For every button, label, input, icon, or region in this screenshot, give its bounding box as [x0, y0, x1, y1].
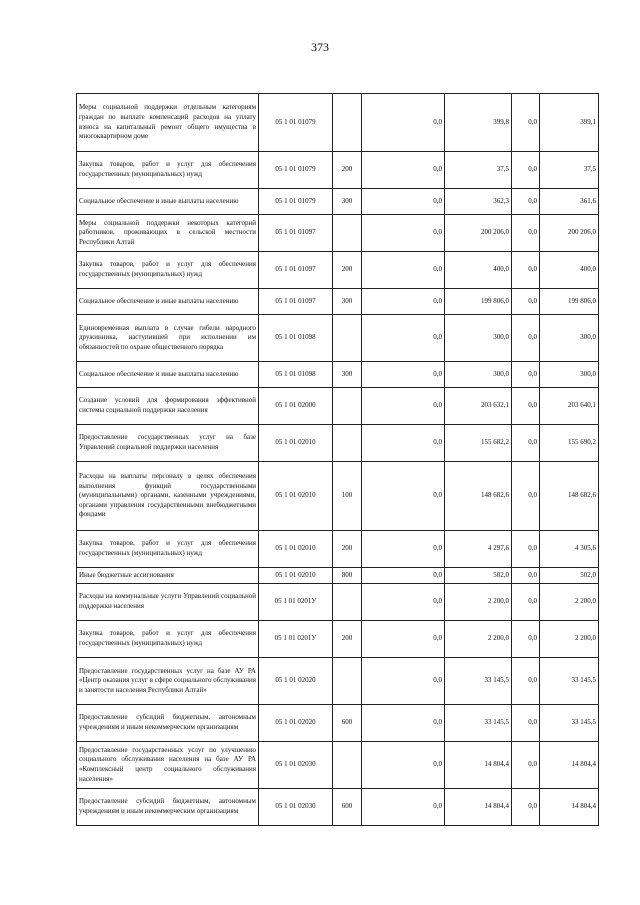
- row-value-1: 0,0: [362, 362, 445, 388]
- table-row: [77, 289, 599, 315]
- row-expense-type: [333, 658, 362, 705]
- row-value-1: 0,0: [362, 621, 445, 658]
- row-value-2: 200 206,0: [445, 215, 512, 252]
- row-name: Закупка товаров, работ и услуг для обеспечения государственных (муниципальных) нужд: [77, 621, 259, 658]
- row-name: Социальное обеспечение и иные выплаты населению: [77, 362, 259, 388]
- table-row: [77, 252, 599, 289]
- row-code: 05 1 01 02010: [259, 462, 333, 531]
- table-row: [77, 531, 599, 568]
- row-value-1: 0,0: [362, 568, 445, 584]
- row-value-1: 0,0: [362, 462, 445, 531]
- row-name: Закупка товаров, работ и услуг для обеспечения государственных (муниципальных) нужд: [77, 531, 259, 568]
- row-code: 05 1 01 01097: [259, 289, 333, 315]
- row-expense-type: [333, 742, 362, 789]
- row-name: Закупка товаров, работ и услуг для обеспечения государственных (муниципальных) нужд: [77, 152, 259, 189]
- row-code: 05 1 01 02010: [259, 425, 333, 462]
- row-expense-type: 300: [333, 189, 362, 215]
- row-expense-type: [333, 584, 362, 621]
- row-value-1: 0,0: [362, 94, 445, 152]
- row-value-3: 0,0: [512, 289, 540, 315]
- row-value-4: 14 804,4: [540, 742, 599, 789]
- row-value-3: 0,0: [512, 152, 540, 189]
- table-row: [77, 742, 599, 789]
- row-value-2: 155 682,2: [445, 425, 512, 462]
- row-code: 05 1 01 01079: [259, 189, 333, 215]
- row-value-1: 0,0: [362, 742, 445, 789]
- row-value-4: 2 200,0: [540, 584, 599, 621]
- row-name: Единовременная выплата в случае гибели народного дружинника, наступившей при исполнении им обязанностей по охране общественного порядка: [77, 315, 259, 362]
- table-row: [77, 94, 599, 152]
- row-value-4: 155 690,2: [540, 425, 599, 462]
- row-name: Закупка товаров, работ и услуг для обеспечения государственных (муниципальных) нужд: [77, 252, 259, 289]
- row-expense-type: 100: [333, 462, 362, 531]
- row-value-2: 300,0: [445, 315, 512, 362]
- row-value-2: 203 632,1: [445, 388, 512, 425]
- row-value-2: 14 804,4: [445, 789, 512, 826]
- table-row: [77, 152, 599, 189]
- table-row: [77, 362, 599, 388]
- row-value-2: 14 804,4: [445, 742, 512, 789]
- row-name: Социальное обеспечение и иные выплаты населению: [77, 189, 259, 215]
- row-code: 05 1 01 01097: [259, 215, 333, 252]
- row-code: 05 1 01 02020: [259, 705, 333, 742]
- row-name: Меры социальной поддержки отдельным категориям граждан по выплате компенсаций расходов на уплату взноса на капитальный ремонт общего имущества в многоквартирном доме: [77, 94, 259, 152]
- row-code: 05 1 01 02010: [259, 568, 333, 584]
- row-value-2: 400,0: [445, 252, 512, 289]
- row-name: Предоставление государственных услуг на базе АУ РА «Центр оказания услуг в сфере социального обслуживания и занятости населения Республики Алтай»: [77, 658, 259, 705]
- table-row: [77, 568, 599, 584]
- row-value-1: 0,0: [362, 789, 445, 826]
- row-code: 05 1 01 02000: [259, 388, 333, 425]
- row-value-1: 0,0: [362, 584, 445, 621]
- row-value-2: 33 145,5: [445, 705, 512, 742]
- row-value-2: 199 806,0: [445, 289, 512, 315]
- row-value-3: 0,0: [512, 658, 540, 705]
- row-value-4: 203 640,1: [540, 388, 599, 425]
- row-value-4: 33 145,5: [540, 658, 599, 705]
- row-code: 05 1 01 02020: [259, 658, 333, 705]
- row-code: 05 1 01 0201У: [259, 621, 333, 658]
- row-expense-type: 300: [333, 289, 362, 315]
- row-value-1: 0,0: [362, 658, 445, 705]
- row-value-2: 2 200,0: [445, 584, 512, 621]
- row-value-3: 0,0: [512, 362, 540, 388]
- row-value-4: 199 806,0: [540, 289, 599, 315]
- row-value-3: 0,0: [512, 531, 540, 568]
- row-expense-type: [333, 315, 362, 362]
- row-value-4: 4 305,6: [540, 531, 599, 568]
- row-value-4: 502,0: [540, 568, 599, 584]
- table-row: [77, 621, 599, 658]
- row-value-4: 399,1: [540, 94, 599, 152]
- row-expense-type: [333, 388, 362, 425]
- row-value-4: 2 200,0: [540, 621, 599, 658]
- row-value-4: 14 804,4: [540, 789, 599, 826]
- row-value-1: 0,0: [362, 252, 445, 289]
- row-name: Расходы на коммунальные услуги Управлений социальной поддержки населения: [77, 584, 259, 621]
- row-value-3: 0,0: [512, 94, 540, 152]
- table-row: [77, 705, 599, 742]
- row-name: Иные бюджетные ассигнования: [77, 568, 259, 584]
- row-expense-type: [333, 94, 362, 152]
- row-value-3: 0,0: [512, 584, 540, 621]
- table-row: [77, 789, 599, 826]
- row-value-3: 0,0: [512, 742, 540, 789]
- row-value-4: 148 682,6: [540, 462, 599, 531]
- row-expense-type: [333, 215, 362, 252]
- row-expense-type: 200: [333, 531, 362, 568]
- row-expense-type: 800: [333, 568, 362, 584]
- row-value-3: 0,0: [512, 789, 540, 826]
- row-expense-type: 600: [333, 789, 362, 826]
- row-expense-type: 200: [333, 152, 362, 189]
- row-code: 05 1 01 02030: [259, 789, 333, 826]
- row-code: 05 1 01 01098: [259, 315, 333, 362]
- row-value-1: 0,0: [362, 315, 445, 362]
- row-value-3: 0,0: [512, 568, 540, 584]
- row-value-1: 0,0: [362, 215, 445, 252]
- row-expense-type: 300: [333, 362, 362, 388]
- row-value-3: 0,0: [512, 252, 540, 289]
- row-value-3: 0,0: [512, 215, 540, 252]
- row-value-3: 0,0: [512, 189, 540, 215]
- row-code: 05 1 01 0201У: [259, 584, 333, 621]
- row-value-3: 0,0: [512, 315, 540, 362]
- row-value-3: 0,0: [512, 705, 540, 742]
- table-row: [77, 315, 599, 362]
- row-name: Социальное обеспечение и иные выплаты населению: [77, 289, 259, 315]
- row-value-2: 37,5: [445, 152, 512, 189]
- row-value-1: 0,0: [362, 189, 445, 215]
- row-value-2: 300,0: [445, 362, 512, 388]
- row-value-1: 0,0: [362, 531, 445, 568]
- row-value-4: 300,0: [540, 315, 599, 362]
- row-value-2: 33 145,5: [445, 658, 512, 705]
- row-value-1: 0,0: [362, 705, 445, 742]
- row-value-1: 0,0: [362, 152, 445, 189]
- row-value-2: 148 682,6: [445, 462, 512, 531]
- row-name: Предоставление государственных услуг на базе Управлений социальной поддержки населения: [77, 425, 259, 462]
- row-value-4: 300,0: [540, 362, 599, 388]
- row-code: 05 1 01 01098: [259, 362, 333, 388]
- row-value-4: 37,5: [540, 152, 599, 189]
- row-code: 05 1 01 02030: [259, 742, 333, 789]
- row-value-3: 0,0: [512, 621, 540, 658]
- row-value-1: 0,0: [362, 388, 445, 425]
- page-number: 373: [311, 40, 329, 54]
- table-row: [77, 462, 599, 531]
- row-value-4: 33 145,5: [540, 705, 599, 742]
- row-value-1: 0,0: [362, 425, 445, 462]
- row-expense-type: [333, 425, 362, 462]
- row-name: Создание условий для формирования эффективной системы социальной поддержки населения: [77, 388, 259, 425]
- row-name: Предоставление субсидий бюджетным, автономным учреждениям и иным некоммерческим организациям: [77, 705, 259, 742]
- row-value-2: 362,3: [445, 189, 512, 215]
- row-name: Расходы на выплаты персоналу в целях обеспечения выполнения функций государственными (муниципальными) органами, казенными учреждениями, органами управления государственными внебюджетными фондами: [77, 462, 259, 531]
- row-expense-type: 200: [333, 621, 362, 658]
- row-value-3: 0,0: [512, 388, 540, 425]
- row-code: 05 1 01 01097: [259, 252, 333, 289]
- row-value-2: 399,8: [445, 94, 512, 152]
- row-name: Предоставление субсидий бюджетным, автономным учреждениям и иным некоммерческим организациям: [77, 789, 259, 826]
- row-value-1: 0,0: [362, 289, 445, 315]
- table-row: [77, 189, 599, 215]
- row-value-3: 0,0: [512, 462, 540, 531]
- row-expense-type: 600: [333, 705, 362, 742]
- table-row: [77, 388, 599, 425]
- row-value-2: 2 200,0: [445, 621, 512, 658]
- row-code: 05 1 01 02010: [259, 531, 333, 568]
- row-name: Меры социальной поддержки некоторых категорий работников, проживающих в сельской местности Республики Алтай: [77, 215, 259, 252]
- row-value-3: 0,0: [512, 425, 540, 462]
- row-value-2: 502,0: [445, 568, 512, 584]
- row-value-4: 361,6: [540, 189, 599, 215]
- table-row: [77, 425, 599, 462]
- row-value-4: 400,0: [540, 252, 599, 289]
- row-value-4: 200 206,0: [540, 215, 599, 252]
- row-value-2: 4 297,6: [445, 531, 512, 568]
- table-row: [77, 658, 599, 705]
- row-code: 05 1 01 01079: [259, 94, 333, 152]
- budget-table: [76, 93, 599, 826]
- row-code: 05 1 01 01079: [259, 152, 333, 189]
- row-name: Предоставление государственных услуг по улучшению социального обслуживания населения на базе АУ РА «Комплексный центр социального обслуживания населения»: [77, 742, 259, 789]
- row-expense-type: 200: [333, 252, 362, 289]
- table-row: [77, 215, 599, 252]
- table-row: [77, 584, 599, 621]
